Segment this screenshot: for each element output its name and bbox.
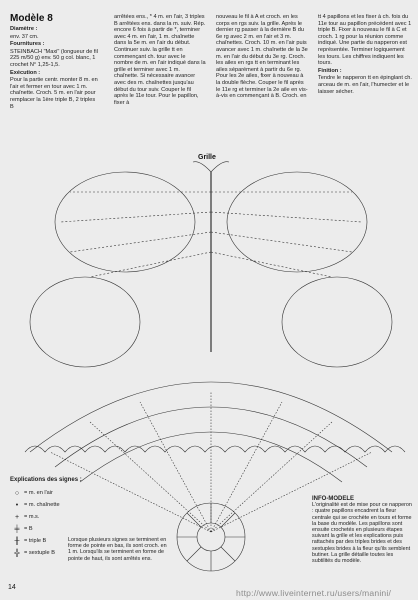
slip-stitch-icon: • [15, 501, 19, 509]
supplies-text: STEINBACH "Maxi" (longueur de fil 225 m/50 g) env. 50 g col. blanc, 1 crochet N° 1,25-1,5. [10, 48, 98, 68]
page-number: 14 [8, 584, 16, 591]
diameter-value: env. 37 cm. [10, 33, 39, 40]
doily-edge-scallops [25, 446, 405, 452]
stitch-note: Lorsque plusieurs signes se terminent en forme de pointe en bas, ils sont croch. en 1 m. Lorsqu'ils se terminent en forme de pointe de haut, ils sont arrêtés ens. [68, 537, 167, 562]
execution-text: Pour la partie centr. monter 8 m. en l'air et fermer en tour avec 1 m. chaînette. Croch. 5 m. en l'air pour remplacer la 1ère triple B, 2 triples B [10, 77, 98, 110]
instructions-col-4 [318, 14, 412, 96]
info-box [312, 496, 412, 564]
instructions-col-3 [216, 14, 308, 101]
execution-label: Exécution : [10, 69, 41, 76]
info-title: INFO-MODELE [312, 496, 354, 502]
finishing-label: Finition : [318, 67, 342, 74]
diagram-label: Grille [198, 154, 216, 161]
legend-item [10, 511, 120, 523]
instructions-text-2: arrêtées ens., * 4 m. en l'air, 3 triples B arrêtées ens. dans la m. suiv. Rép. encore 6 fois à partir de *, terminer avec 4 m. en l'air, 1 m. chaînette dans la 5e m. en l'air du début. Continuer suiv. la grille tt en commençant ch. tour avec le nombre de m. en l'air indiqué dans la grille et terminer avec 1 m. chaînette. Si nécessaire avancer avec des m. chaînettes jusqu'au début du tour suiv. Couper le fil après le 11e tour. Pour le papillon, fixer à [114, 14, 206, 106]
info-text: L'originalité est de mise pour ce napperon : quatre papillons encadrent la fleur centrale qui se crochète en tours et forme la base du modèle. Les papillons sont ensuite crochetés en plusieurs étapes suivant la grille et les explications puis rattachés par des triples brides et des sextuples brides à la fleur qu'ils semblent butiner. La grille détaille toutes les subtilités du modèle. [312, 502, 412, 565]
legend-item [10, 487, 120, 499]
diameter-label: Diamètre : [10, 26, 38, 32]
doily-mid-arc [55, 407, 367, 467]
instructions-text-3: nouveau le fil à A et croch. en les corps en rgs suiv. la grille. Après le dernier rg passer à la dernière B du 6e rg avec 2 m. en l'air et 3 m. chaînettes. Croch. 10 m. en l'air puis avancer avec 1 m. chaînette de la 3e m. en l'air du début du 3e rg. Croch. les ailes en rgs tt en terminant les ailes séparément à partir du 6e rg. Pour les 2e ailes, fixer à nouveau à la double flèche. Couper le fil après le 11e rg et terminer la 2e aile en vis-à-vis en commençant à B. Croch. en [216, 14, 308, 100]
instructions-text-4: tt 4 papillons et les fixer à ch. fois du 11e tour au papillon précédent avec 1 triple B. Fixer à nouveau le fil à C et croch. 1 rg pour la réunion comme indiqué. Une partie du napperon est représentée. Terminer logiquement les tours. Les chiffres indiquent les tours. [318, 14, 412, 67]
source-url: http://www.liveinternet.ru/users/manini/ [236, 588, 392, 598]
supplies-label: Fournitures : [10, 41, 45, 48]
page-title: Modèle 8 [10, 13, 53, 24]
butterfly-right-lower-wing [282, 277, 392, 367]
butterfly-left-lower-wing [30, 277, 140, 367]
sextuple-crochet-icon: ╬ [14, 549, 20, 557]
butterfly-right-upper-wing [227, 172, 367, 272]
instructions-col-1 [10, 26, 98, 111]
legend-item [10, 499, 120, 511]
instructions-col-2 [114, 14, 206, 107]
legend-label: = m.s. [24, 514, 40, 520]
triple-crochet-icon: ╫ [14, 537, 20, 545]
legend-label: = m. en l'air [24, 490, 53, 496]
legend-label: = B [24, 526, 33, 532]
butterfly-left-upper-wing [55, 172, 195, 272]
legend-label: = triple B [24, 538, 47, 544]
central-flower-petals [177, 503, 245, 571]
finishing-text: Tendre le napperon tt en épinglant ch. arceau de m. en l'air, l'humecter et le laisser sécher. [318, 75, 412, 95]
double-crochet-icon: ╪ [14, 525, 20, 533]
butterfly-antenna-left [193, 162, 211, 172]
legend-item [10, 523, 120, 535]
legend-title: Explications des signes : [10, 477, 82, 483]
single-crochet-icon: + [14, 513, 20, 521]
central-flower-inner [197, 523, 225, 551]
butterfly-antenna-right [211, 162, 229, 172]
chain-stitch-icon: ○ [14, 489, 20, 497]
legend-label: = sextuple B [24, 550, 55, 556]
legend-label: = m. chaînette [24, 502, 60, 508]
